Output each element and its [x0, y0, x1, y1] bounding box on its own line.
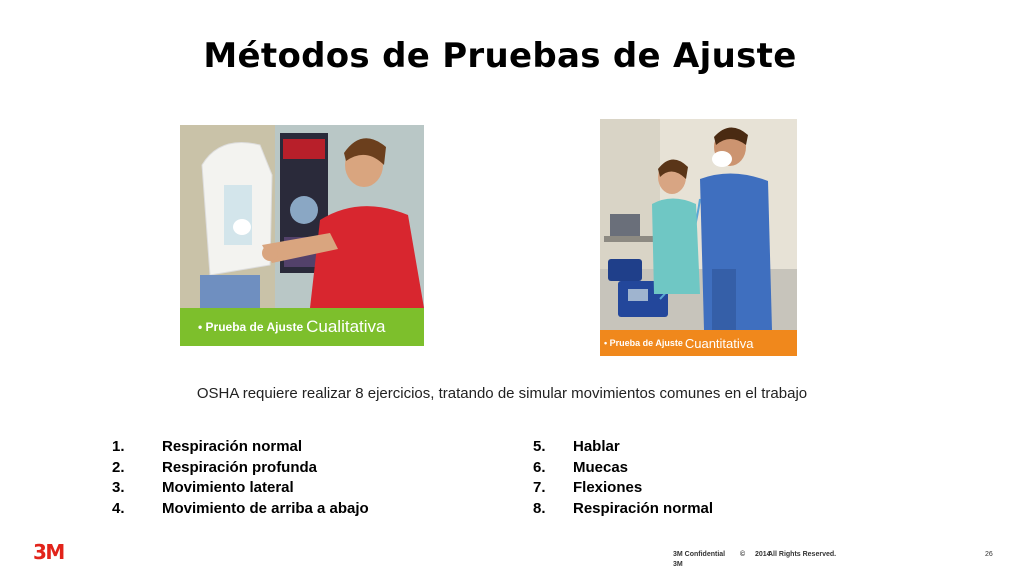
page-number: 26: [985, 551, 993, 558]
exercise-text: Movimiento de arriba a abajo: [162, 499, 369, 517]
exercise-text: Muecas: [573, 458, 629, 476]
footer-rights: All Rights Reserved.: [768, 551, 837, 558]
exercise-text: Respiración normal: [573, 499, 714, 517]
osha-requirement-note: OSHA requiere realizar 8 ejercicios, tratando de simular movimientos comunes en el trabajo: [196, 385, 808, 402]
footer-copyright-symbol: ©: [740, 551, 746, 558]
qualitative-caption-bar: [180, 308, 424, 346]
exercise-item: [112, 499, 369, 520]
exercise-item: [112, 437, 369, 458]
exercise-text: Respiración profunda: [162, 458, 318, 476]
qualitative-caption-lead: • Prueba de Ajuste: [198, 320, 304, 334]
quantitative-fit-test-photo: [600, 119, 797, 356]
footer-brand: 3M: [673, 561, 683, 568]
exercise-number: 2.: [112, 458, 125, 476]
qualitative-fit-test-photo: [180, 125, 424, 346]
exercise-text: Hablar: [573, 438, 620, 455]
exercise-text: Flexiones: [573, 479, 643, 496]
slide-title: Métodos de Pruebas de Ajuste: [203, 36, 797, 76]
footer-confidential: 3M Confidential: [673, 551, 726, 558]
exercise-number: 7.: [533, 479, 546, 496]
exercise-number: 5.: [533, 438, 546, 455]
exercise-number: 6.: [533, 458, 546, 476]
footer-year: 2014: [755, 551, 771, 558]
exercise-item: [533, 499, 713, 520]
quantitative-caption-bar: [600, 330, 797, 356]
exercise-list-right: [533, 437, 713, 519]
exercise-item: [533, 437, 713, 458]
exercise-number: 8.: [533, 499, 546, 517]
exercise-list-left: [112, 437, 369, 519]
quantitative-caption-lead: • Prueba de Ajuste: [604, 338, 683, 348]
quantitative-photo-illustration: [600, 119, 797, 356]
exercise-number: 3.: [112, 479, 125, 496]
3m-logo: 3M: [33, 540, 64, 564]
exercise-item: [533, 478, 713, 499]
exercise-number: 1.: [112, 438, 125, 455]
exercise-item: [112, 478, 369, 499]
exercise-item: [112, 458, 369, 479]
exercise-item: [533, 458, 713, 479]
qualitative-caption-word: Cualitativa: [306, 317, 386, 336]
quantitative-caption-word: Cuantitativa: [684, 335, 754, 351]
exercise-text: Movimiento lateral: [162, 479, 294, 496]
exercise-number: 4.: [112, 499, 125, 517]
exercise-text: Respiración normal: [162, 438, 303, 455]
